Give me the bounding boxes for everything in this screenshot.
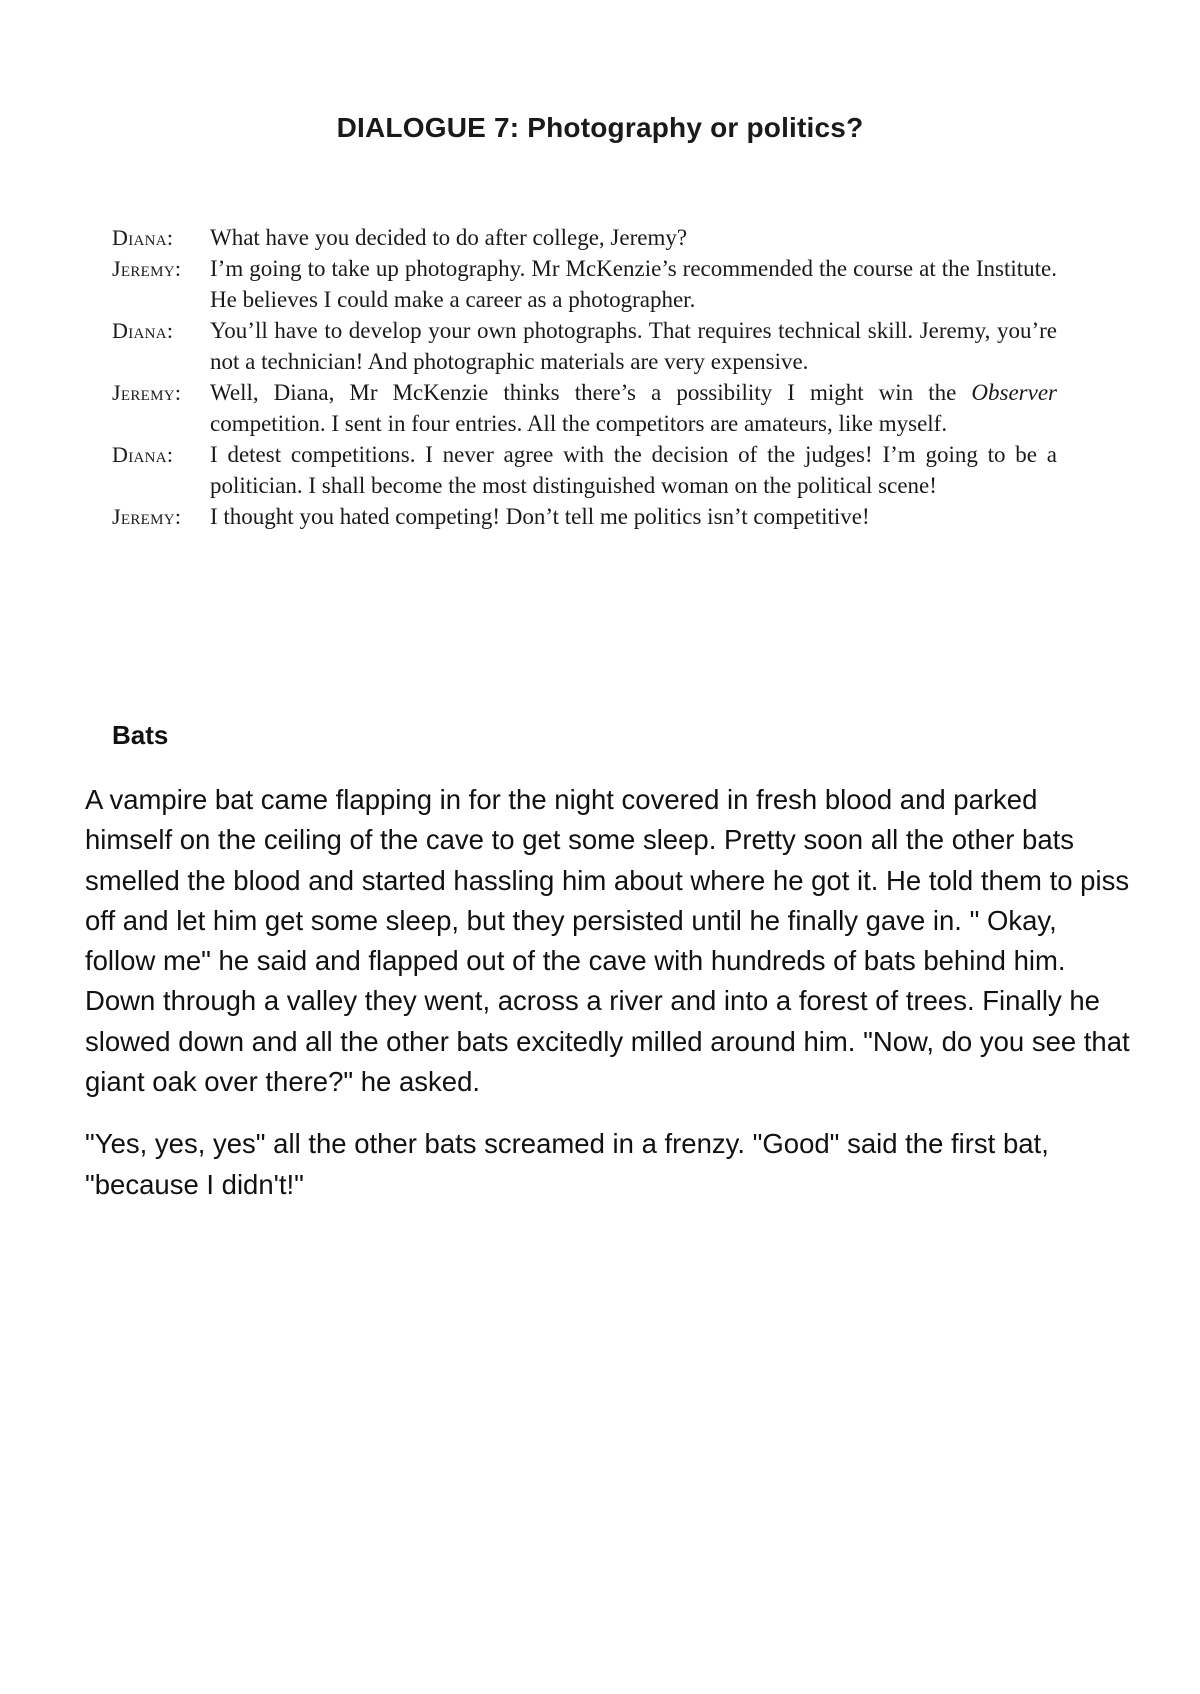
dialogue-line: I’m going to take up photography. Mr McKenzie’s recommended the course at the Institute. He believes I could make a career as a photographer. [210, 256, 1057, 312]
dialogue-line-part: competition. I sent in four entries. All the competitors are amateurs, like myself. [210, 411, 948, 436]
speaker-name: Jeremy: [112, 380, 182, 405]
dialogue-turn [112, 222, 1057, 253]
speaker-name: Diana: [112, 442, 174, 467]
dialogue-transcript [112, 222, 1057, 532]
speaker-name: Diana: [112, 225, 174, 250]
story-paragraph: "Yes, yes, yes" all the other bats screamed in a frenzy. "Good" said the first bat, "because I didn't!" [85, 1128, 1049, 1200]
story-body [85, 780, 1130, 1227]
dialogue-turn [112, 377, 1057, 439]
dialogue-line: You’ll have to develop your own photographs. That requires technical skill. Jeremy, you’re not a technician! And photographic materials are very expensive. [210, 318, 1057, 374]
dialogue-turn [112, 315, 1057, 377]
dialogue-turn [112, 501, 1057, 532]
dialogue-line: I thought you hated competing! Don’t tell me politics isn’t competitive! [210, 504, 870, 529]
dialogue-line [210, 377, 1057, 439]
speaker-name: Jeremy: [112, 504, 182, 529]
newspaper-name: Observer [971, 380, 1057, 405]
dialogue-title: DIALOGUE 7: Photography or politics? [336, 112, 864, 143]
speaker-name: Diana: [112, 318, 174, 343]
story-paragraph: A vampire bat came flapping in for the night covered in fresh blood and parked himself on the ceiling of the cave to get some sleep. Pretty soon all the other bats smelled the blood and started hassling him about where he got it. He told them to piss off and let him get some sleep, but they persisted until he finally gave in. " Okay, follow me" he said and flapped out of the cave with hundreds of bats behind him. Down through a valley they went, across a river and into a forest of trees. Finally he slowed down and all the other bats excitedly milled around him. "Now, do you see that giant oak over there?" he asked. [85, 784, 1130, 1098]
dialogue-line: I detest competitions. I never agree with the decision of the judges! I’m going to be a politician. I shall become the most distinguished woman on the political scene! [210, 442, 1057, 498]
dialogue-turn [112, 253, 1057, 315]
dialogue-turn [112, 439, 1057, 501]
speaker-name: Jeremy: [112, 256, 182, 281]
story-title: Bats [112, 720, 169, 750]
dialogue-line: What have you decided to do after college, Jeremy? [210, 225, 688, 250]
dialogue-line-part: Well, Diana, Mr McKenzie thinks there’s a possibility I might win the [210, 380, 972, 405]
